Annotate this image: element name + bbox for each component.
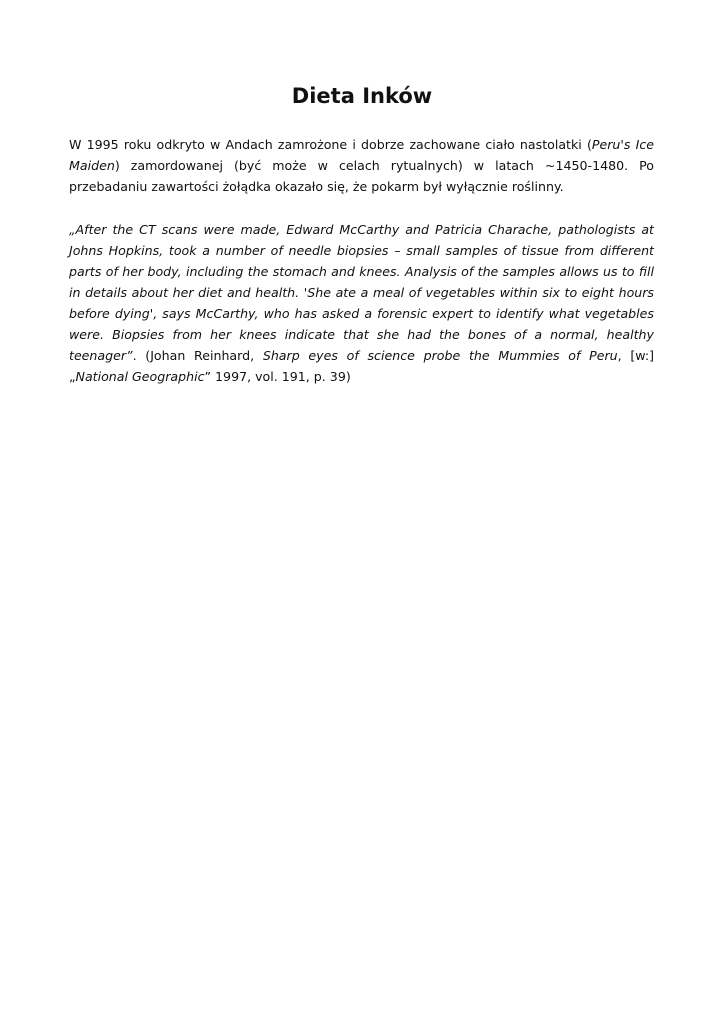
citation-author: . (Johan Reinhard,: [132, 348, 263, 363]
quote-paragraph: [69, 219, 654, 387]
citation-journal: National Geographic: [75, 369, 205, 384]
citation-title: Sharp eyes of science probe the Mummies of Peru: [262, 348, 618, 363]
citation-end: ” 1997, vol. 191, p. 39): [204, 369, 351, 384]
quote-text: „After the CT scans were made, Edward McCarthy and Patricia Charache, pathologists at Johns Hopkins, took a number of needle biopsies – small samples of tissue from different parts of her body, including the stomach and knees. Analysis of the samples allows us to fill in details about her diet and health. 'She ate a meal of vegetables within six to eight hours before dying', says McCarthy, who has asked a forensic expert to identify what vegetables were. Biopsies from her knees indicate that she had the bones of a normal, healthy teenager”: [69, 222, 654, 363]
citation-mid: , [w:] „: [69, 348, 655, 384]
intro-paragraph: [69, 134, 654, 197]
intro-text-before: W 1995 roku odkryto w Andach zamrożone i dobrze zachowane ciało nastolatki (: [69, 137, 592, 152]
intro-italic-term: Peru's Ice Maiden: [69, 137, 654, 173]
page-title: Dieta Inków: [291, 84, 433, 108]
intro-text-after: ) zamordowanej (być może w celach rytualnych) w latach ~1450-1480. Po przebadaniu zawartości żołądka okazało się, że pokarm był wyłącznie roślinny.: [69, 158, 654, 194]
